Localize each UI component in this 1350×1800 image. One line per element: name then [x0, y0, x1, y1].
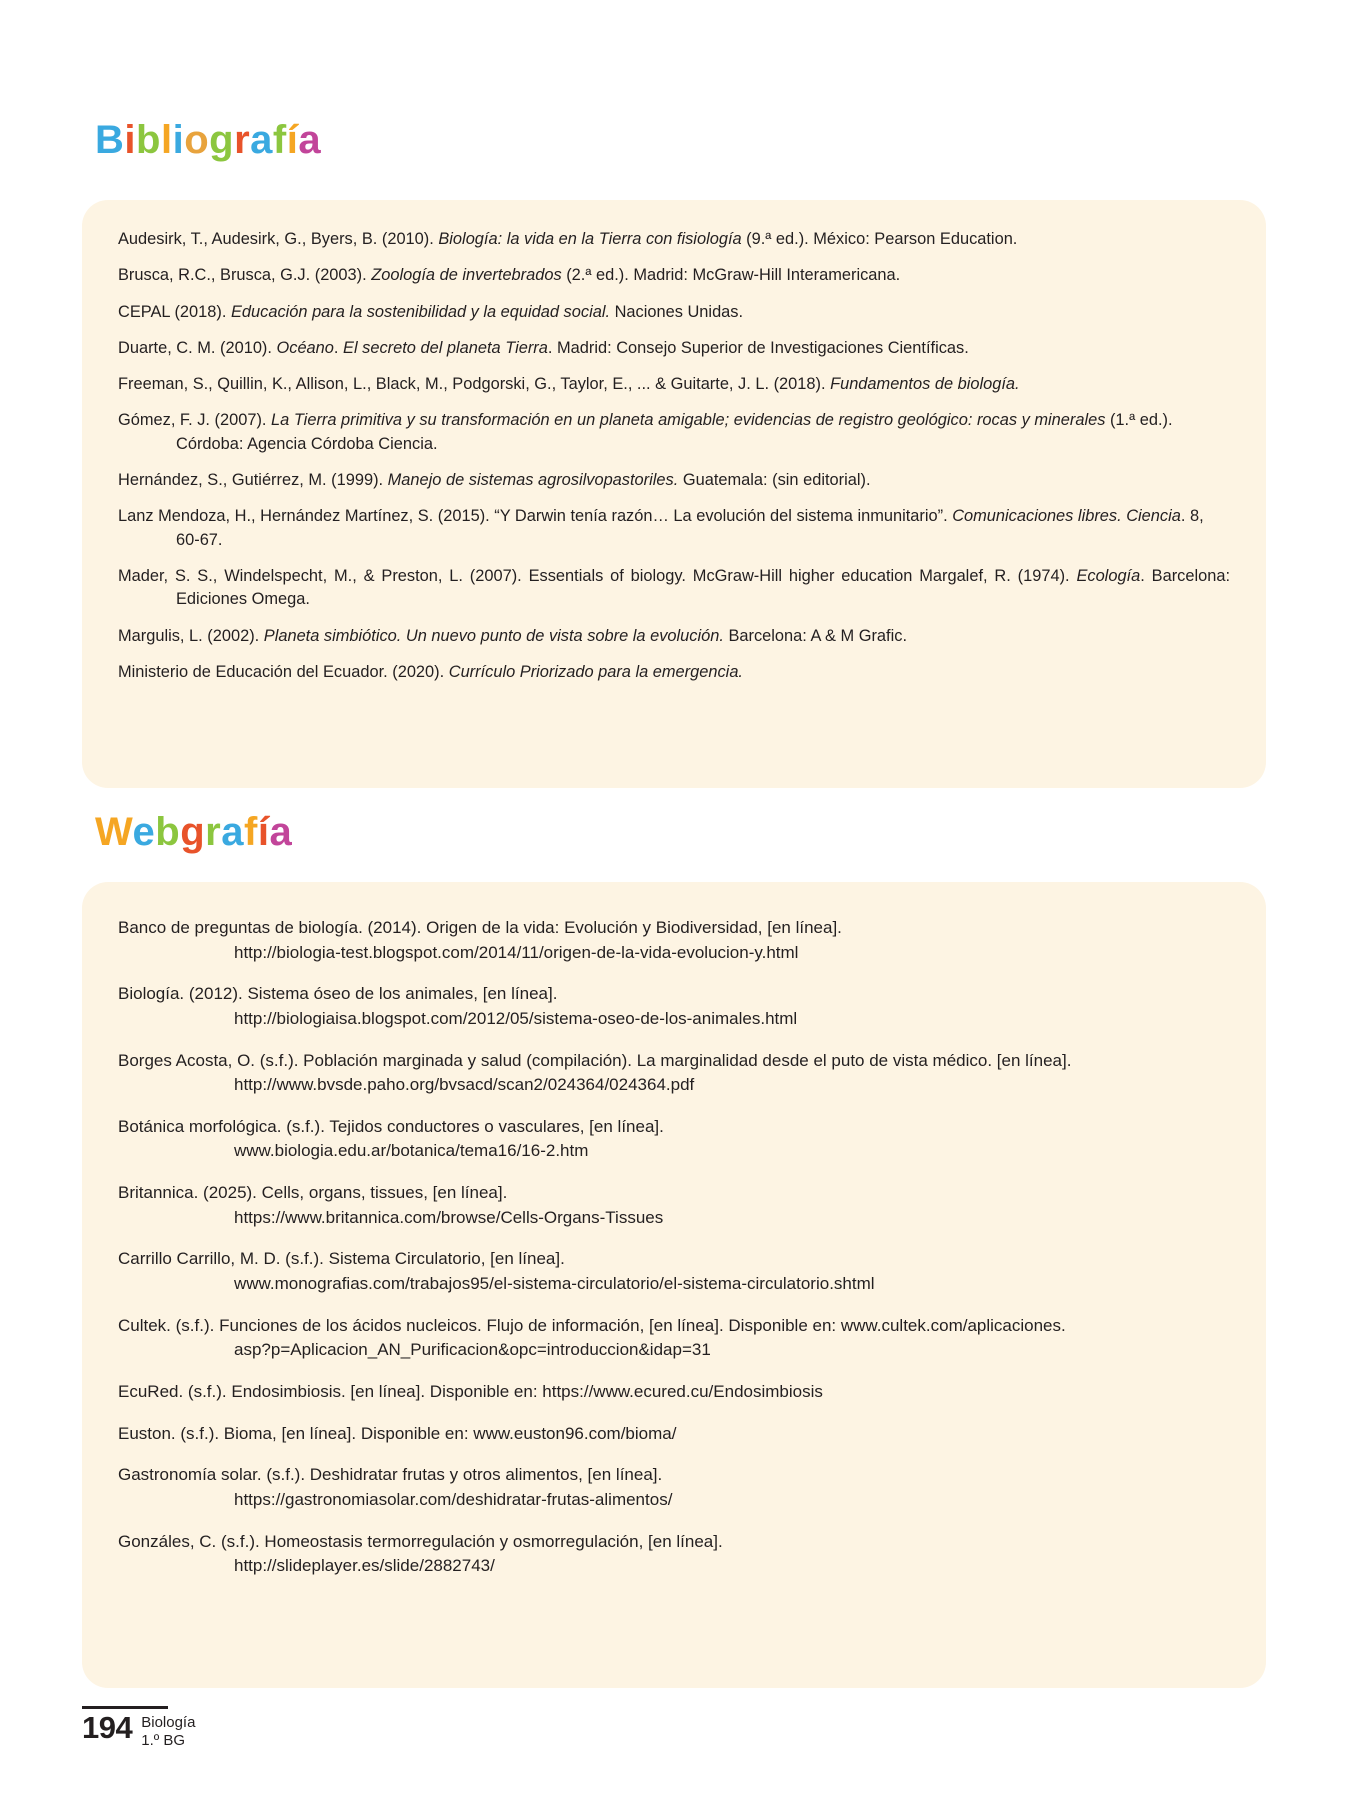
entry-text: Gómez, F. J. (2007). — [118, 411, 272, 430]
bibliography-entry — [118, 301, 1230, 324]
entry-title-italic: Biología: la vida en la Tierra con fisiología — [438, 230, 742, 248]
webgraphy-entry — [118, 1181, 1230, 1230]
webgraphy-entry — [118, 1530, 1230, 1579]
webgraphy-entry-text: EcuRed. (s.f.). Endosimbiosis. [en línea]. Disponible en: https://www.ecured.cu/Endosimbiosis — [118, 1381, 823, 1401]
bibliography-entry — [118, 409, 1230, 456]
webgraphy-entry-text: Botánica morfológica. (s.f.). Tejidos conductores o vasculares, [en línea]. — [118, 1116, 664, 1136]
entry-text: Freeman, S., Quillin, K., Allison, L., Black, M., Podgorski, G., Taylor, E., ... & Guitarte, J. L. (2018). — [118, 375, 831, 394]
entry-text: Ministerio de Educación del Ecuador. (2020). — [118, 662, 449, 681]
webgraphy-entry — [118, 1422, 1230, 1447]
entry-title-italic: Fundamentos de biología. — [830, 375, 1020, 394]
entry-text: Audesirk, T., Audesirk, G., Byers, B. (2010). — [118, 230, 439, 248]
heading-letter: b — [155, 810, 181, 854]
webgraphy-entry-url[interactable]: http://www.bvsde.paho.org/bvsacd/scan2/024364/024364.pdf — [234, 1075, 695, 1095]
entry-text: . — [333, 338, 344, 357]
heading-letter: a — [298, 118, 322, 162]
entry-title-italic: El secreto del planeta Tierra — [343, 338, 548, 357]
heading-letter: o — [184, 118, 210, 162]
webgraphy-entry — [118, 916, 1230, 965]
heading-letter: í — [257, 810, 270, 854]
entry-text: Barcelona: A & M Grafic. — [723, 626, 907, 645]
bibliografia-heading — [95, 120, 321, 160]
webgrafia-heading — [95, 812, 292, 852]
webgraphy-entry-url[interactable]: http://biologiaisa.blogspot.com/2012/05/sistema-oseo-de-los-animales.html — [234, 1008, 798, 1028]
entry-text: (1.ª ed.). Córdoba: Agencia Córdoba Ciencia. — [176, 411, 1173, 453]
entry-title-italic: Planeta simbiótico. Un nuevo punto de vista sobre la evolución. — [263, 626, 724, 645]
webgraphy-entry — [118, 982, 1230, 1031]
bibliography-entry — [118, 228, 1230, 251]
entry-text: Mader, S. S., Windelspecht, M., & Preston, L. (2007). Essentials of biology. McGraw-Hill higher education Margalef, R. (1974). — [118, 566, 1077, 585]
bibliography-entry — [118, 337, 1230, 360]
heading-letter: a — [269, 810, 293, 854]
heading-letter: g — [180, 810, 206, 854]
entry-title-italic: Currículo Priorizado para la emergencia. — [448, 662, 743, 681]
heading-letter: i — [124, 118, 137, 162]
bibliografia-panel — [82, 200, 1266, 788]
entry-text: CEPAL (2018). — [118, 302, 231, 321]
entry-text: Duarte, C. M. (2010). — [118, 338, 277, 357]
heading-letter: g — [209, 118, 235, 162]
footer-rule — [82, 1706, 168, 1709]
webgraphy-entry — [118, 1049, 1230, 1098]
entry-title-italic: Educación para la sostenibilidad y la equidad social. — [230, 302, 611, 321]
heading-letter: a — [221, 810, 244, 854]
heading-letter: i — [172, 118, 185, 162]
heading-letter: b — [136, 118, 161, 162]
webgraphy-entry — [118, 1115, 1230, 1164]
bibliography-entry — [118, 469, 1230, 492]
heading-letter: B — [95, 118, 125, 162]
entry-text: . 8, 60-67. — [176, 507, 1204, 549]
webgraphy-entry — [118, 1463, 1230, 1512]
entry-text: Guatemala: (sin editorial). — [678, 471, 871, 490]
page-footer — [82, 1712, 195, 1751]
webgraphy-entry-url[interactable]: http://biologia-test.blogspot.com/2014/11/origen-de-la-vida-evolucion-y.html — [234, 942, 799, 962]
webgraphy-entry-url[interactable]: http://slideplayer.es/slide/2882743/ — [234, 1556, 495, 1576]
entry-text: Margulis, L. (2002). — [118, 626, 264, 645]
entry-text: (2.ª ed.). Madrid: McGraw-Hill Interamericana. — [561, 266, 901, 285]
webgraphy-entry-text: Banco de preguntas de biología. (2014). Origen de la vida: Evolución y Biodiversidad, [en línea]. — [118, 918, 842, 937]
footer-subject-block — [141, 1714, 195, 1751]
heading-letter: l — [160, 118, 173, 162]
webgraphy-entry-url[interactable]: https://www.britannica.com/browse/Cells-Organs-Tissues — [234, 1207, 664, 1227]
heading-letter: W — [95, 810, 133, 854]
footer-subject: Biología — [141, 1714, 196, 1731]
heading-letter: í — [286, 118, 299, 162]
webgraphy-entry-text: Euston. (s.f.). Bioma, [en línea]. Disponible en: www.euston96.com/bioma/ — [118, 1423, 677, 1443]
webgraphy-entry-url[interactable]: https://gastronomiasolar.com/deshidratar-frutas-alimentos/ — [234, 1489, 673, 1509]
heading-letter: f — [243, 810, 258, 854]
webgraphy-entry-url[interactable]: www.biologia.edu.ar/botanica/tema16/16-2.htm — [234, 1141, 589, 1161]
entry-text: Hernández, S., Gutiérrez, M. (1999). — [118, 471, 388, 490]
entry-text: (9.ª ed.). México: Pearson Education. — [741, 230, 1018, 248]
entry-title-italic: Zoología de invertebrados — [371, 266, 562, 285]
webgrafia-panel — [82, 882, 1266, 1688]
webgraphy-entry — [118, 1247, 1230, 1296]
bibliography-entry — [118, 661, 1230, 684]
webgraphy-entry-text: Biología. (2012). Sistema óseo de los animales, [en línea]. — [118, 984, 558, 1004]
entry-title-italic: La Tierra primitiva y su transformación en un planeta amigable; evidencias de registro geológico: rocas y minerales — [271, 411, 1106, 430]
webgraphy-entry-text: Gastronomía solar. (s.f.). Deshidratar frutas y otros alimentos, [en línea]. — [118, 1465, 663, 1485]
entry-text: . Madrid: Consejo Superior de Investigaciones Científicas. — [547, 338, 969, 357]
entry-title-italic: Ecología — [1076, 566, 1141, 585]
webgrafia-list — [118, 916, 1230, 1579]
webgraphy-entry-text: Borges Acosta, O. (s.f.). Población marginada y salud (compilación). La marginalidad desde el puto de vista médico. [en línea]. — [118, 1050, 1072, 1070]
webgraphy-entry-text: Cultek. (s.f.). Funciones de los ácidos nucleicos. Flujo de información, [en línea]. Disponible en: www.cultek.com/aplicaciones. — [118, 1315, 1066, 1335]
entry-title-italic: Comunicaciones libres. Ciencia — [952, 507, 1181, 526]
entry-title-italic: Manejo de sistemas agrosilvopastoriles. — [387, 471, 679, 490]
page-number: 194 — [82, 1710, 133, 1745]
bibliografia-list — [118, 228, 1230, 684]
webgraphy-entry — [118, 1380, 1230, 1405]
webgraphy-entry — [118, 1314, 1230, 1363]
footer-level: 1.º BG — [141, 1732, 186, 1750]
entry-text: . Barcelona: Ediciones Omega. — [176, 566, 1231, 609]
webgraphy-entry-text: Gonzáles, C. (s.f.). Homeostasis termorregulación y osmorregulación, [en línea]. — [118, 1531, 723, 1551]
webgraphy-entry-text: Britannica. (2025). Cells, organs, tissues, [en línea]. — [118, 1183, 508, 1203]
heading-letter: e — [132, 810, 156, 854]
webgraphy-entry-url[interactable]: asp?p=Aplicacion_AN_Purificacion&opc=introduccion&idap=31 — [234, 1340, 711, 1360]
entry-text: Lanz Mendoza, H., Hernández Martínez, S. (2015). “Y Darwin tenía razón… La evolución del sistema inmunitario”. — [118, 507, 953, 526]
heading-letter: f — [272, 118, 287, 162]
bibliography-entry — [118, 565, 1230, 612]
bibliography-entry — [118, 373, 1230, 396]
heading-letter: r — [234, 118, 251, 162]
webgraphy-entry-url[interactable]: www.monografias.com/trabajos95/el-sistema-circulatorio/el-sistema-circulatorio.shtml — [234, 1274, 875, 1294]
entry-text: Naciones Unidas. — [610, 302, 744, 321]
entry-text: Brusca, R.C., Brusca, G.J. (2003). — [118, 266, 372, 285]
entry-title-italic: Océano — [276, 338, 334, 357]
bibliography-entry — [118, 505, 1230, 552]
heading-letter: a — [250, 118, 273, 162]
webgraphy-entry-text: Carrillo Carrillo, M. D. (s.f.). Sistema Circulatorio, [en línea]. — [118, 1249, 565, 1269]
bibliography-entry — [118, 264, 1230, 287]
heading-letter: r — [205, 810, 222, 854]
bibliography-entry — [118, 625, 1230, 648]
